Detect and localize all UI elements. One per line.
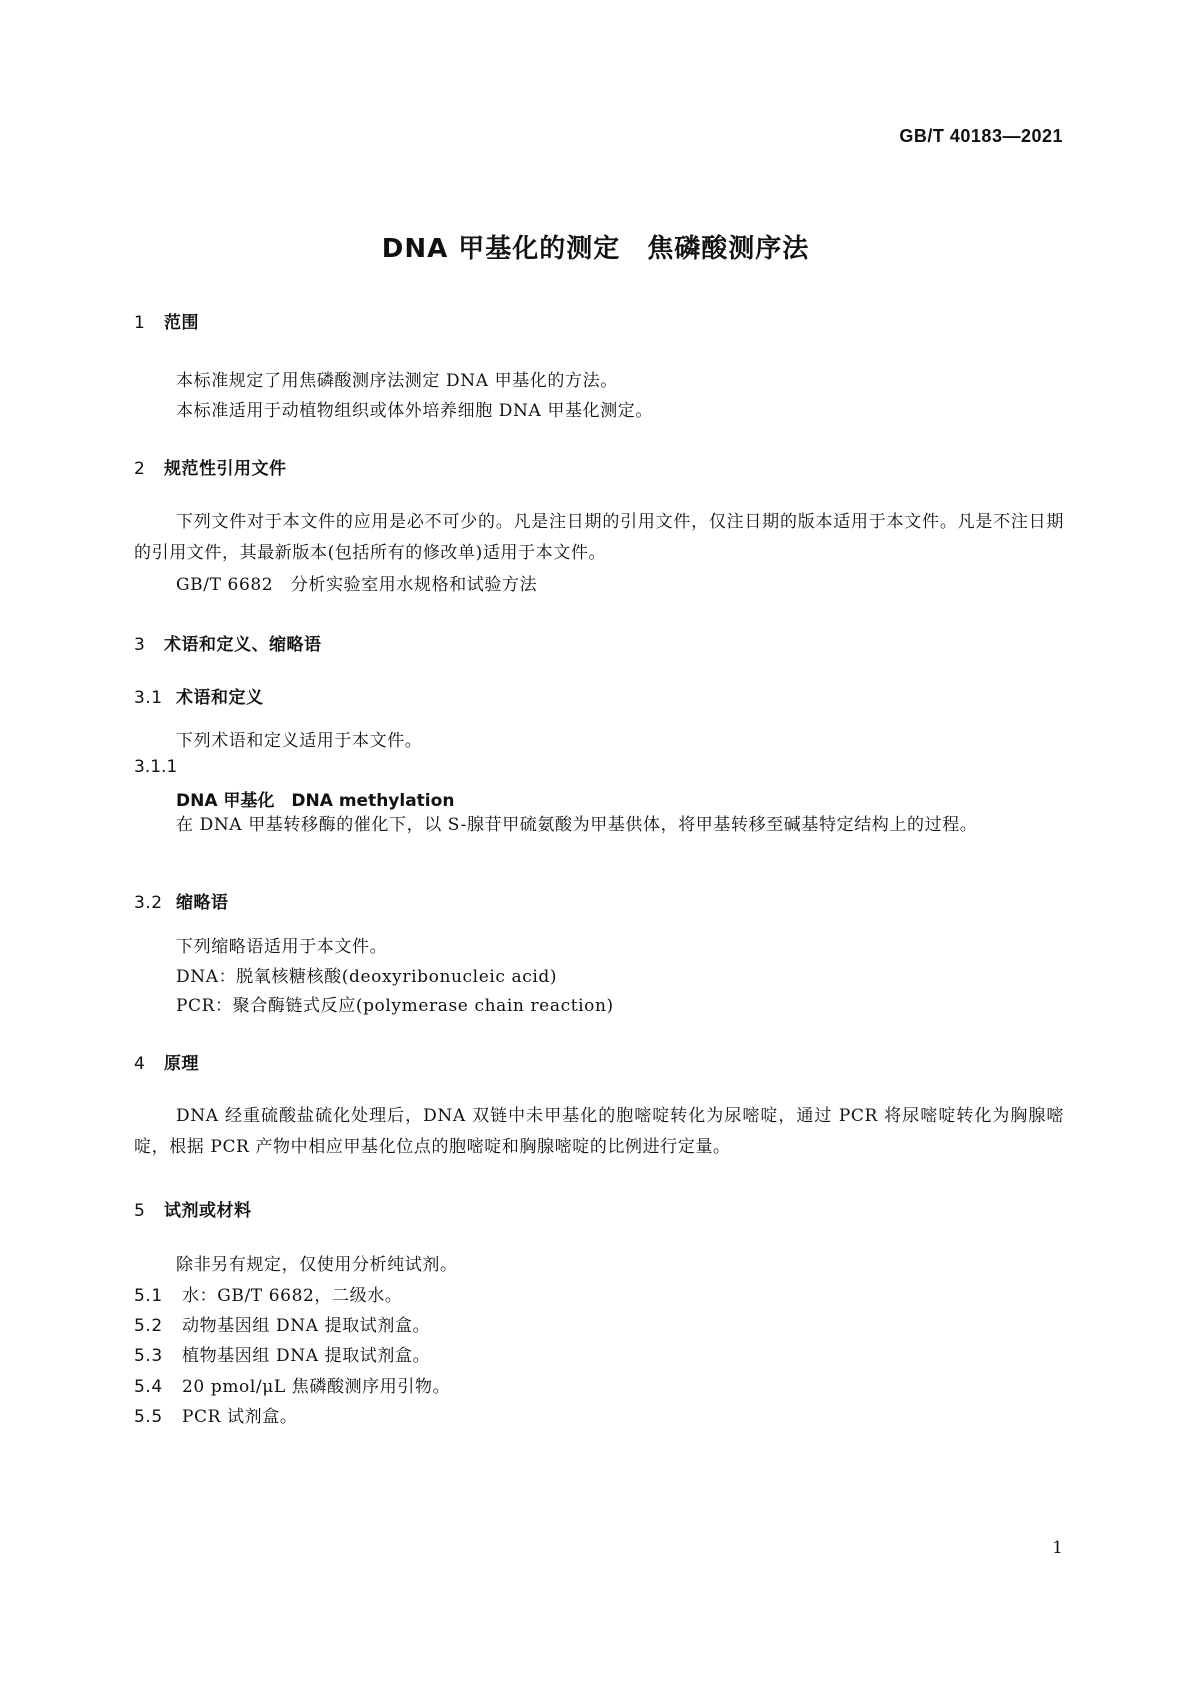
section-number: 5 <box>134 1201 146 1221</box>
section-title: 原理 <box>164 1054 199 1074</box>
document-title: DNA 甲基化的测定 焦磷酸测序法 <box>381 234 810 264</box>
section-title: 术语和定义、缩略语 <box>164 635 322 655</box>
reagent-item <box>134 1402 297 1427</box>
section-3-2-heading <box>134 888 229 913</box>
scope-line-2: 本标准适用于动植物组织或体外培养细胞 DNA 甲基化测定。 <box>176 401 653 421</box>
section-5-heading <box>134 1196 252 1221</box>
normative-references-paragraph: 下列文件对于本文件的应用是必不可少的。凡是注日期的引用文件，仅注日期的版本适用于本文件。凡是不注日期的引用文件，其最新版本(包括所有的修改单)适用于本文件。 <box>134 512 1064 563</box>
section-number: 3.2 <box>134 893 163 913</box>
section-number: 1 <box>134 313 146 333</box>
section-title: 术语和定义 <box>176 688 264 708</box>
reagent-item-text: PCR 试剂盒。 <box>182 1407 298 1427</box>
section-4-heading <box>134 1049 199 1074</box>
normative-reference-item: GB/T 6682 分析实验室用水规格和试验方法 <box>176 575 538 595</box>
reagent-item-text: 动物基因组 DNA 提取试剂盒。 <box>182 1316 431 1336</box>
reagent-item-text: 植物基因组 DNA 提取试剂盒。 <box>182 1346 431 1366</box>
section-number: 2 <box>134 459 146 479</box>
scope-line-1: 本标准规定了用焦磷酸测序法测定 DNA 甲基化的方法。 <box>176 371 618 391</box>
term-definition: 在 DNA 甲基转移酶的催化下，以 S-腺苷甲硫氨酸为甲基供体，将甲基转移至碱基特定结构上的过程。 <box>176 815 978 835</box>
section-number: 3 <box>134 635 146 655</box>
reagent-item <box>134 1281 402 1306</box>
term-name: DNA 甲基化 DNA methylation <box>176 791 455 811</box>
reagent-item-text: 水：GB/T 6682，二级水。 <box>182 1286 403 1306</box>
section-title: 规范性引用文件 <box>164 459 287 479</box>
reagent-item-number: 5.2 <box>134 1316 163 1336</box>
terms-intro: 下列术语和定义适用于本文件。 <box>176 731 423 751</box>
section-3-heading <box>134 630 322 655</box>
section-3-1-heading <box>134 683 264 708</box>
section-number: 4 <box>134 1054 146 1074</box>
standard-code: GB/T 40183—2021 <box>899 126 1063 146</box>
reagent-item-number: 5.5 <box>134 1407 163 1427</box>
section-title: 缩略语 <box>176 893 229 913</box>
abbreviation-pcr: PCR：聚合酶链式反应(polymerase chain reaction) <box>176 996 614 1016</box>
reagent-item-number: 5.3 <box>134 1346 163 1366</box>
abbreviation-dna: DNA：脱氧核糖核酸(deoxyribonucleic acid) <box>176 967 558 987</box>
reagent-item-number: 5.4 <box>134 1377 163 1397</box>
abbreviations-intro: 下列缩略语适用于本文件。 <box>176 937 388 957</box>
reagent-item <box>134 1341 430 1366</box>
reagent-item-text: 20 pmol/μL 焦磷酸测序用引物。 <box>182 1377 451 1397</box>
principle-paragraph: DNA 经重硫酸盐硫化处理后，DNA 双链中未甲基化的胞嘧啶转化为尿嘧啶，通过 PCR 将尿嘧啶转化为胸腺嘧啶，根据 PCR 产物中相应甲基化位点的胞嘧啶和胸腺嘧啶的比例进行定量。 <box>134 1106 1064 1157</box>
section-title: 范围 <box>164 313 199 333</box>
term-number: 3.1.1 <box>134 757 178 777</box>
section-number: 3.1 <box>134 688 163 708</box>
section-title: 试剂或材料 <box>164 1201 252 1221</box>
reagents-intro: 除非另有规定，仅使用分析纯试剂。 <box>176 1255 458 1275</box>
section-1-heading <box>134 308 199 333</box>
reagent-item <box>134 1311 430 1336</box>
reagent-item-number: 5.1 <box>134 1286 163 1306</box>
reagent-item <box>134 1372 450 1397</box>
section-2-heading <box>134 454 287 479</box>
page-number: 1 <box>1052 1538 1063 1558</box>
